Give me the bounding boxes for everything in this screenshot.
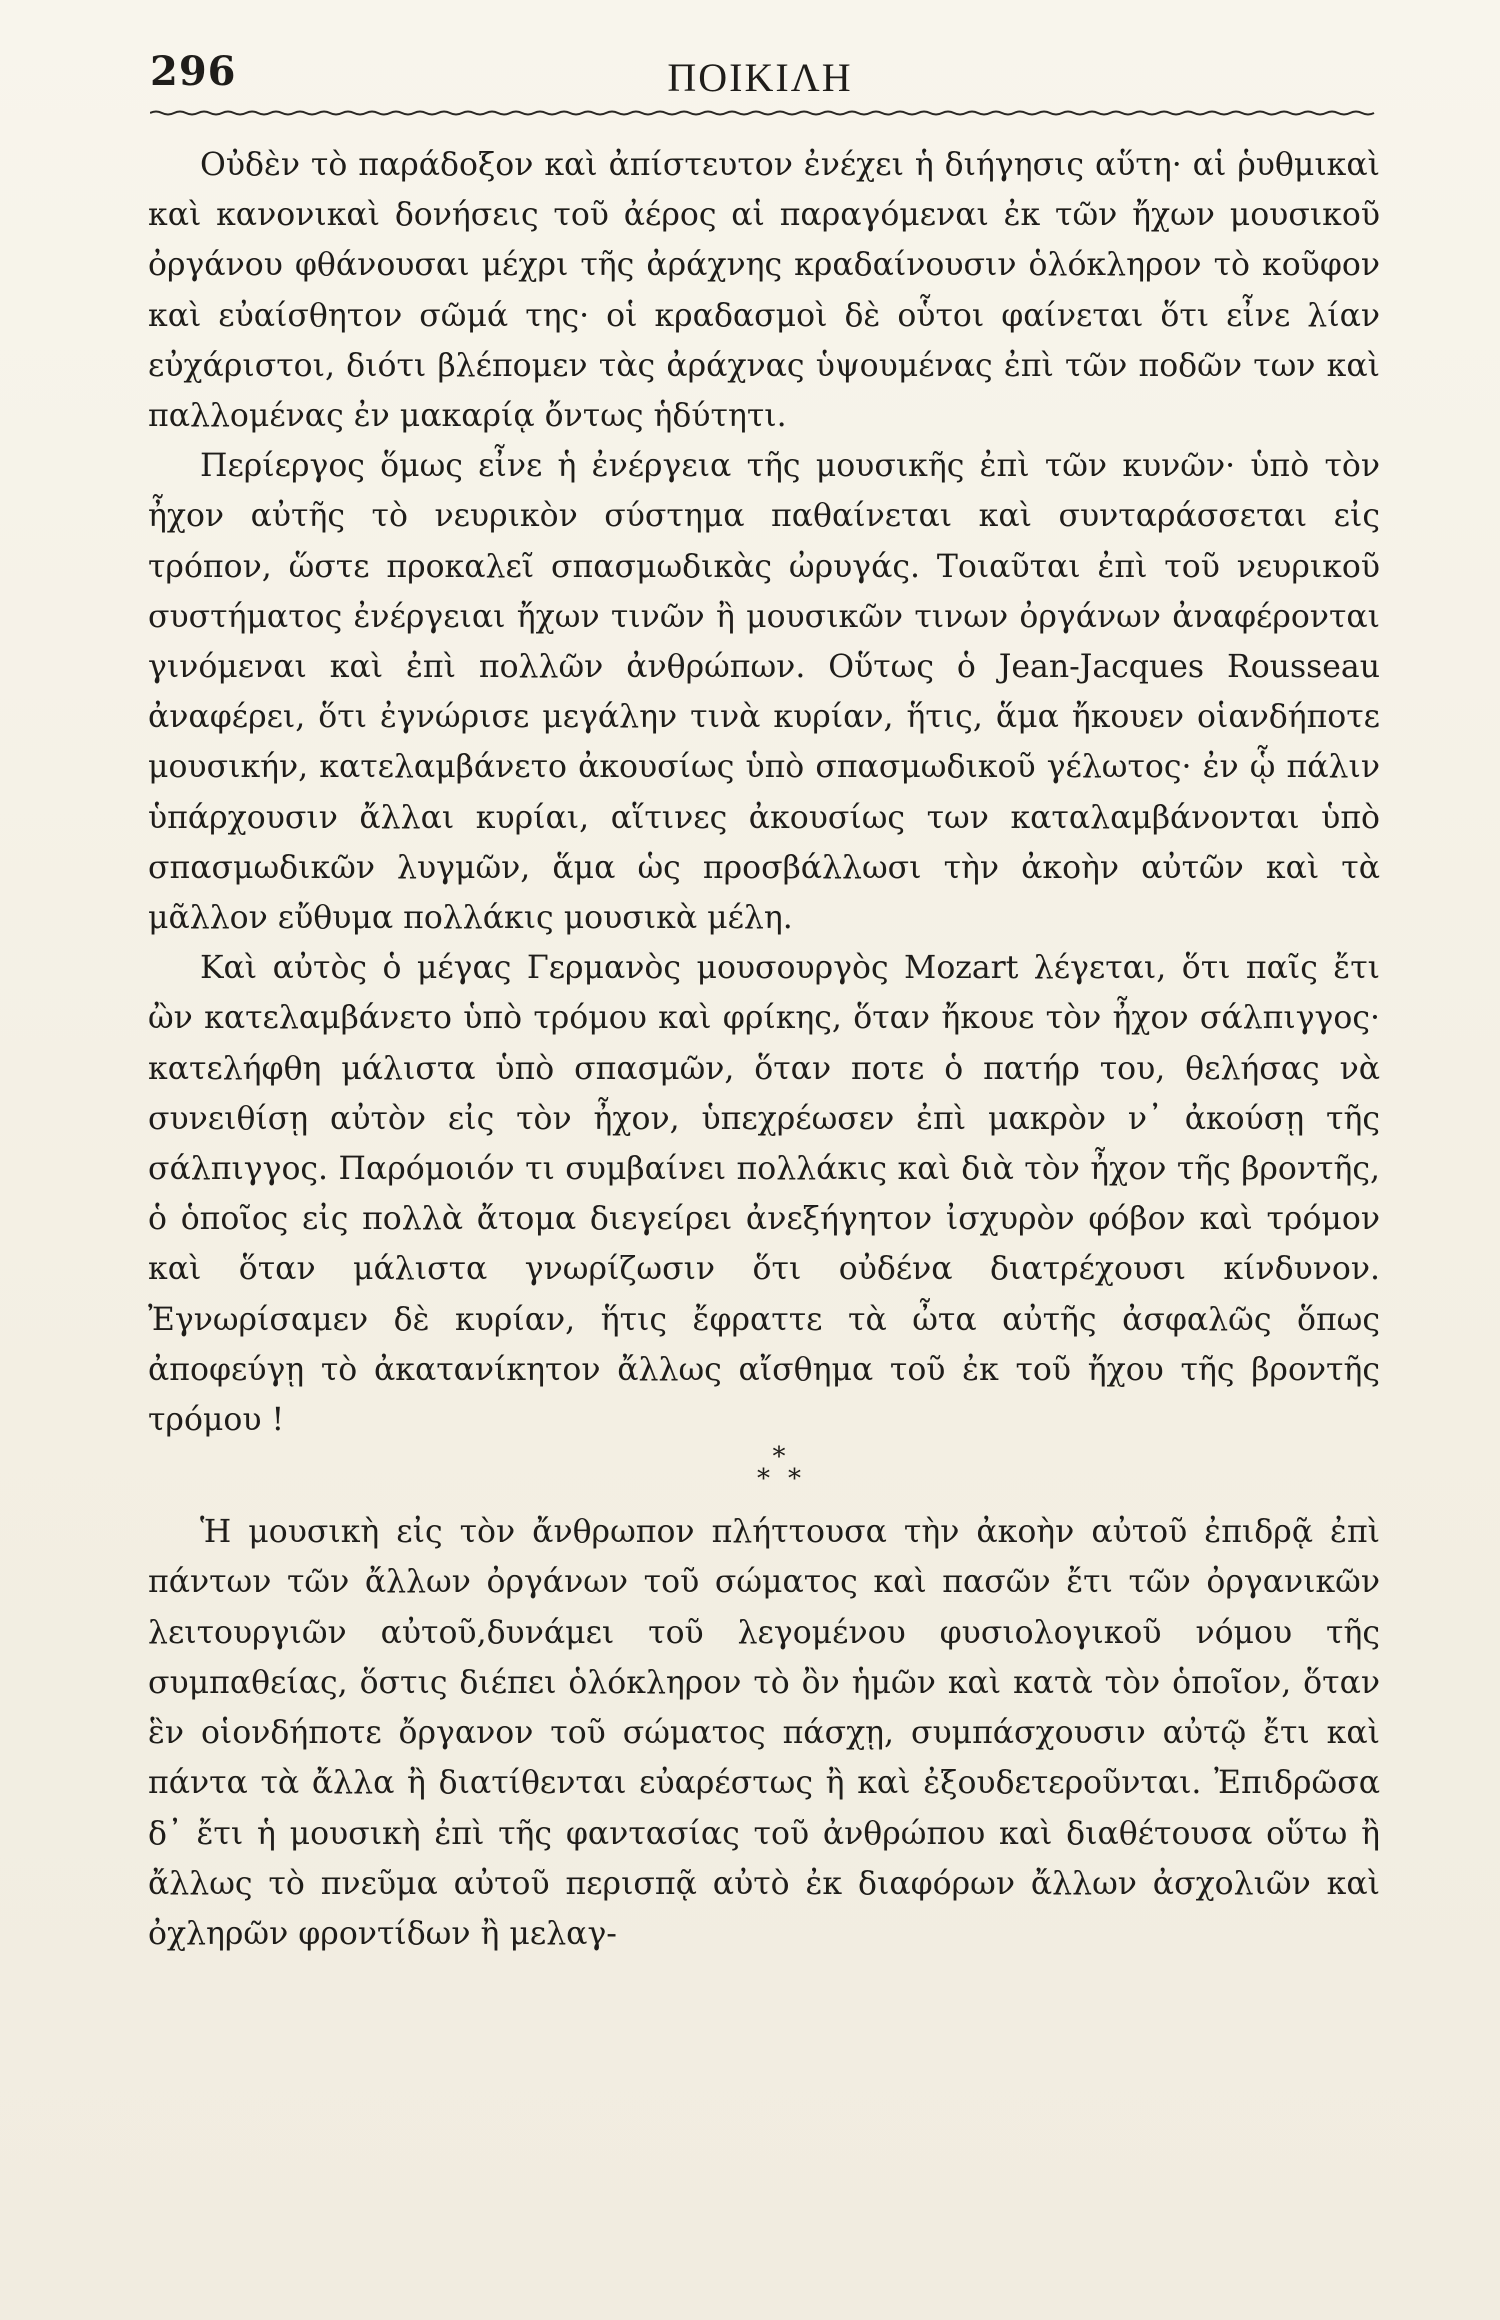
separator-top: * <box>772 1442 786 1473</box>
page-number: 296 <box>150 48 237 95</box>
paragraph: Ἡ μουσικὴ εἰς τὸν ἄνθρωπον πλήττουσα τὴν ἀκοὴν αὐτοῦ ἐπιδρᾷ ἐπὶ πάντων τῶν ἄλλων ὀργάνων τοῦ σώματος καὶ πασῶν ἔτι τῶν ὀργανικῶν λειτουργιῶν αὐτοῦ,δυνάμει τοῦ λεγομένου φυσιολογικοῦ νόμου τῆς συμπαθείας, ὅστις διέπει ὁλόκληρον τὸ ὂν ἡμῶν καὶ κατὰ τὸν ὁποῖον, ὅταν ἓν οἱονδήποτε ὄργανον τοῦ σώματος πάσχῃ, συμπάσχουσιν αὐτῷ ἔτι καὶ πάντα τὰ ἄλλα ἢ διατίθενται εὐαρέστως ἢ καὶ ἐξουδετεροῦνται. Ἐπιδρῶσα δ᾽ ἔτι ἡ μουσικὴ ἐπὶ τῆς φαντασίας τοῦ ἀνθρώπου καὶ διαθέτουσα οὕτω ἢ ἄλλως τὸ πνεῦμα αὐτοῦ περισπᾷ αὐτὸ ἐκ διαφόρων ἄλλων ἀσχολιῶν καὶ ὀχληρῶν φροντίδων ἢ μελαγ- <box>148 1514 1380 1952</box>
page-header <box>150 48 1370 108</box>
section-separator-asterisks <box>148 1442 1380 1507</box>
separator-bottom: ** <box>757 1464 819 1495</box>
paragraph: Περίεργος ὅμως εἶνε ἡ ἐνέργεια τῆς μουσικῆς ἐπὶ τῶν κυνῶν· ὑπὸ τὸν ἦχον αὐτῆς τὸ νευρικὸν σύστημα παθαίνεται καὶ συνταράσσεται εἰς τρόπον, ὥστε προκαλεῖ σπασμωδικὰς ὠρυγάς. Τοιαῦται ἐπὶ τοῦ νευρικοῦ συστήματος ἐνέργειαι ἤχων τινῶν ἢ μουσικῶν τινων ὀργάνων ἀναφέρονται γινόμεναι καὶ ἐπὶ πολλῶν ἀνθρώπων. Οὕτως ὁ Jean-Jacques Rousseau ἀναφέρει, ὅτι ἐγνώρισε μεγάλην τινὰ κυρίαν, ἥτις, ἅμα ἤκουεν οἱανδήποτε μουσικήν, κατελαμβάνετο ἀκουσίως ὑπὸ σπασμωδικοῦ γέλωτος· ἐν ᾧ πάλιν ὑπάρχουσιν ἄλλαι κυρίαι, αἵτινες ἀκουσίως των καταλαμβάνονται ὑπὸ σπασμωδικῶν λυγμῶν, ἅμα ὡς προσβάλλωσι τὴν ἀκοὴν αὐτῶν καὶ τὰ μᾶλλον εὔθυμα πολλάκις μουσικὰ μέλη. <box>148 448 1380 937</box>
running-title: ΠΟΙΚΙΛΗ <box>667 55 853 100</box>
paragraph: Καὶ αὐτὸς ὁ μέγας Γερμανὸς μουσουργὸς Mozart λέγεται, ὅτι παῖς ἔτι ὢν κατελαμβάνετο ὑπὸ τρόμου καὶ φρίκης, ὅταν ἤκουε τὸν ἦχον σάλπιγγος· κατελήφθη μάλιστα ὑπὸ σπασμῶν, ὅταν ποτε ὁ πατήρ του, θελήσας νὰ συνειθίσῃ αὐτὸν εἰς τὸν ἦχον, ὑπεχρέωσεν ἐπὶ μακρὸν ν᾽ ἀκούσῃ τῆς σάλπιγγος. Παρόμοιόν τι συμβαίνει πολλάκις καὶ διὰ τὸν ἦχον τῆς βροντῆς, ὁ ὁποῖος εἰς πολλὰ ἄτομα διεγείρει ἀνεξήγητον ἰσχυρὸν φόβον καὶ τρόμον καὶ ὅταν μάλιστα γνωρίζωσιν ὅτι οὐδένα διατρέχουσι κίνδυνον. Ἐγνωρίσαμεν δὲ κυρίαν, ἥτις ἔφραττε τὰ ὦτα αὐτῆς ἀσφαλῶς ὅπως ἀποφεύγῃ τὸ ἀκατανίκητον ἄλλως αἴσθημα τοῦ ἐκ τοῦ ἤχου τῆς βροντῆς τρόμου ! <box>148 950 1380 1439</box>
body-text <box>148 140 1380 1959</box>
paragraph: Οὐδὲν τὸ παράδοξον καὶ ἀπίστευτον ἐνέχει ἡ διήγησις αὕτη· αἱ ῥυθμικαὶ καὶ κανονικαὶ δονήσεις τοῦ ἀέρος αἱ παραγόμεναι ἐκ τῶν ἤχων μουσικοῦ ὀργάνου φθάνουσαι μέχρι τῆς ἀράχνης κραδαίνουσιν ὁλόκληρον τὸ κοῦφον καὶ εὐαίσθητον σῶμά της· οἱ κραδασμοὶ δὲ οὗτοι φαίνεται ὅτι εἶνε λίαν εὐχάριστοι, διότι βλέπομεν τὰς ἀράχνας ὑψουμένας ἐπὶ τῶν ποδῶν των καὶ παλλομένας ἐν μακαρίᾳ ὄντως ἡδύτητι. <box>148 147 1380 435</box>
header-rule <box>150 108 1380 118</box>
